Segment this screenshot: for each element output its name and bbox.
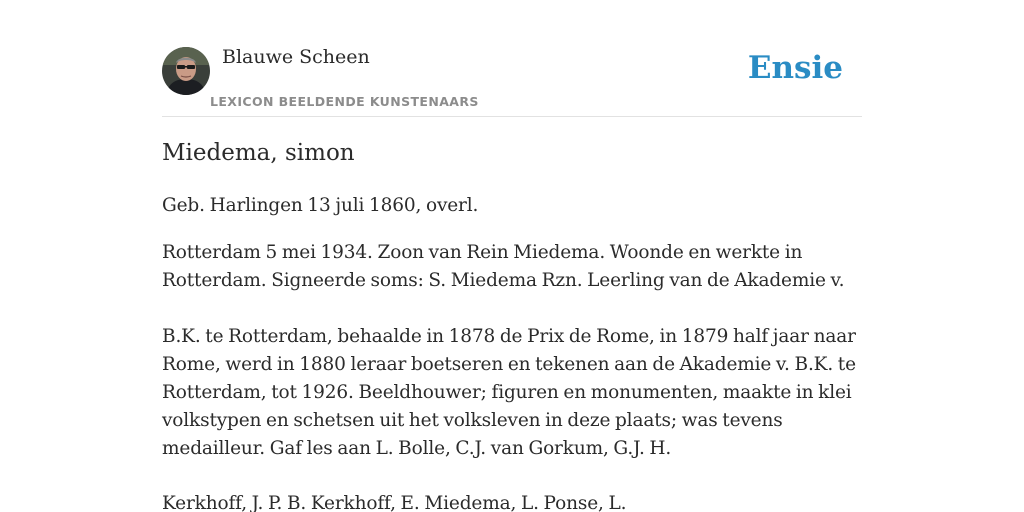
author-name[interactable]: Blauwe Scheen bbox=[222, 46, 370, 68]
article-paragraph: Kerkhoff, J. P. B. Kerkhoff, E. Miedema, L. Ponse, L. bbox=[162, 493, 627, 512]
article-paragraph: Geb. Harlingen 13 juli 1860, overl. bbox=[162, 195, 479, 216]
article-paragraph: B.K. te Rotterdam, behaalde in 1878 de Prix de Rome, in 1879 half jaar naar Rome, werd in 1880 leraar boetseren en tekenen aan de Akademie v. B.K. te Rotterdam, tot 1926. Beeldhouwer; figuren en monumenten, maakte in klei volkstypen en schetsen uit het volksleven in deze plaats; was tevens medailleur. Gaf les aan L. Bolle, C.J. van Gorkum, G.J. H. bbox=[162, 326, 856, 459]
section-label[interactable]: LEXICON BEELDENDE KUNSTENAARS bbox=[210, 94, 479, 109]
site-logo[interactable]: Ensie bbox=[747, 50, 843, 86]
author-avatar[interactable] bbox=[162, 47, 210, 95]
article-paragraph: Rotterdam 5 mei 1934. Zoon van Rein Miedema. Woonde en werkte in Rotterdam. Signeerde soms: S. Miedema Rzn. Leerling van de Akademie v. bbox=[162, 242, 845, 291]
header bbox=[162, 0, 862, 117]
avatar-photo bbox=[162, 47, 210, 95]
article-title: Miedema, simon bbox=[162, 140, 355, 166]
